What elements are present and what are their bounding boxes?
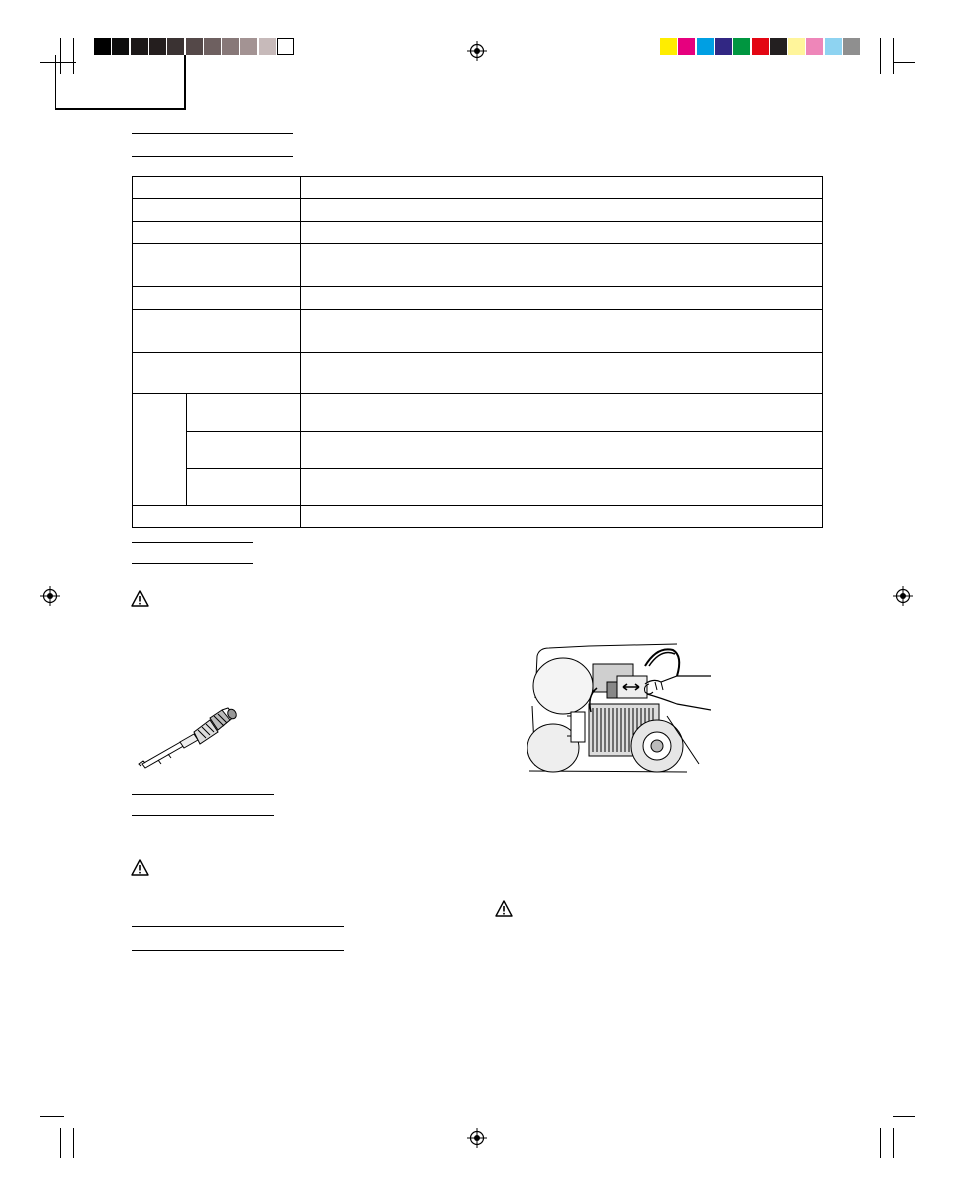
crop-mark — [40, 1116, 64, 1117]
header-box — [55, 55, 186, 110]
crop-mark — [893, 1116, 915, 1117]
color-swatch — [149, 38, 166, 55]
table-cell — [301, 244, 823, 287]
table-cell — [133, 506, 301, 528]
table-cell — [133, 353, 301, 394]
color-swatch — [733, 38, 750, 55]
registration-mark-icon — [893, 586, 913, 606]
crop-mark — [880, 38, 881, 74]
color-swatch — [131, 38, 148, 55]
registration-mark-icon — [467, 41, 487, 61]
table-row — [133, 177, 823, 199]
table-cell — [133, 310, 301, 353]
table-cell — [133, 177, 301, 199]
color-swatch — [94, 38, 111, 55]
crop-mark — [880, 1128, 881, 1158]
table-cell — [133, 287, 301, 310]
color-swatch — [259, 38, 276, 55]
crop-mark — [60, 1128, 61, 1158]
table-row — [133, 353, 823, 394]
table-cell — [301, 310, 823, 353]
registration-mark-icon — [467, 1128, 487, 1148]
heading-underline — [132, 133, 293, 134]
table-row — [133, 287, 823, 310]
color-swatch — [806, 38, 823, 55]
table-cell — [301, 469, 823, 506]
registration-mark-icon — [40, 586, 60, 606]
color-swatch — [112, 38, 129, 55]
color-swatch — [788, 38, 805, 55]
warning-triangle-icon — [495, 900, 513, 917]
table-cell — [187, 469, 301, 506]
crop-mark — [893, 1128, 894, 1158]
table-cell — [187, 432, 301, 469]
heading-underline — [132, 926, 344, 927]
heading-underline — [132, 815, 274, 816]
generator-illustration — [527, 636, 711, 773]
table-cell — [301, 199, 823, 222]
table-cell — [187, 394, 301, 432]
table-cell — [301, 287, 823, 310]
hose-coupler-illustration — [138, 706, 240, 772]
color-swatch — [715, 38, 732, 55]
color-swatch — [825, 38, 842, 55]
color-swatch — [204, 38, 221, 55]
heading-underline — [132, 563, 253, 564]
table-cell — [133, 394, 187, 506]
color-swatch — [240, 38, 257, 55]
table-cell — [133, 222, 301, 244]
warning-triangle-icon — [131, 590, 149, 607]
table-row — [133, 222, 823, 244]
color-swatch — [277, 38, 294, 55]
table-cell — [133, 244, 301, 287]
color-swatch — [222, 38, 239, 55]
color-swatch — [678, 38, 695, 55]
color-swatch — [752, 38, 769, 55]
table-row — [133, 310, 823, 353]
heading-underline — [132, 542, 253, 543]
heading-underline — [132, 156, 293, 157]
table-cell — [301, 432, 823, 469]
crop-mark — [893, 62, 915, 63]
specifications-table — [132, 176, 823, 528]
heading-underline — [132, 794, 274, 795]
table-row — [133, 394, 823, 432]
table-row — [133, 199, 823, 222]
table-cell — [301, 394, 823, 432]
table-row — [133, 244, 823, 287]
crop-mark — [893, 38, 894, 74]
heading-underline — [132, 950, 344, 951]
table-row — [133, 432, 823, 469]
color-swatch — [660, 38, 677, 55]
warning-triangle-icon — [131, 859, 149, 876]
color-swatch — [843, 38, 860, 55]
table-cell — [301, 353, 823, 394]
table-cell — [301, 222, 823, 244]
color-swatch — [697, 38, 714, 55]
table-row — [133, 506, 823, 528]
table-cell — [133, 199, 301, 222]
table-row — [133, 469, 823, 506]
crop-mark — [73, 1128, 74, 1158]
table-cell — [301, 506, 823, 528]
color-swatch — [186, 38, 203, 55]
color-swatch — [167, 38, 184, 55]
color-swatch — [770, 38, 787, 55]
table-cell — [301, 177, 823, 199]
